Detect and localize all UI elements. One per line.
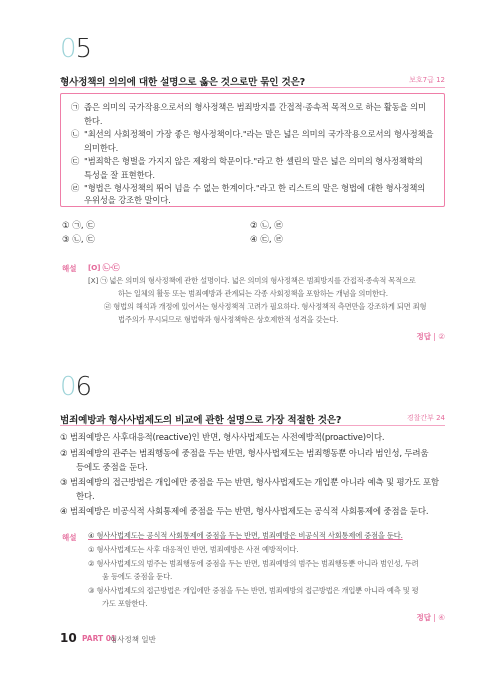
question-6-text: 범죄예방과 형사사법제도의 비교에 관한 설명으로 가장 적절한 것은?	[60, 415, 342, 426]
statement-1-line-1: ㉠ 좁은 의미의 국가작용으로서의 형사정책은 범죄방지를 간접적·종속적 목적으로 하는 활동을 의미	[71, 102, 426, 112]
q5-answer: 정답 | ②	[416, 332, 445, 341]
q5-choice-4[interactable]: ④ ㉢, ㉣	[250, 235, 283, 245]
statement-4-line-2: 우위성을 강조한 말이다.	[84, 195, 171, 205]
q6-choice-1[interactable]: ① 범죄예방은 사후대응적(reactive)인 반면, 형사사법제도는 사전예방적(proactive)이다.	[60, 433, 385, 443]
statement-1-line-2: 한다.	[84, 116, 103, 126]
q6-choice-4[interactable]: ④ 범죄예방은 비공식적 사회통제에 중점을 두는 반면, 형사사법제도는 공식적 사회통제에 중점을 둔다.	[60, 507, 429, 517]
question-number-5: 05	[60, 34, 92, 64]
question-6-divider	[60, 425, 445, 426]
q5-choice-1[interactable]: ① ㉠, ㉢	[62, 221, 95, 231]
q6-choice-3-line-1[interactable]: ③ 범죄예방의 접근방법은 개입에만 중점을 두는 반면, 형사사법제도는 개입뿐 아니라 예측 및 평가도 포함	[60, 478, 439, 488]
statement-3-line-1: ㉢ "범죄학은 형벌을 가지지 않은 제왕의 학문이다."라고 한 셸린의 말은 넓은 의미의 형사정책학의	[71, 156, 423, 166]
question-number-6: 06	[60, 372, 92, 402]
q5-explanation-line-2: ㉣ 형법의 해석과 개정에 있어서는 형사정책적 고려가 필요하다. 형사정책적 측면만을 강조하게 되면 죄형	[104, 302, 427, 311]
q6-choice-2-line-2: 등에도 중점을 둔다.	[76, 463, 148, 473]
question-5-divider	[60, 87, 445, 88]
footer-part-label: PART 01	[82, 634, 117, 643]
statement-4-line-1: ㉣ "형법은 형사정책의 뛰어 넘을 수 없는 한계이다."라고 한 리스트의 말은 형법에 대한 형사정책의	[71, 183, 426, 193]
q6-explanation-line-4: 움 등에도 중점을 둔다.	[102, 572, 173, 581]
q6-explanation-line-6: 가도 포함한다.	[102, 599, 148, 608]
q5-explanation-line-1: 하는 일체의 활동 또는 범죄예방과 관계되는 각종 사회정책을 포함하는 개념을 의미한다.	[118, 289, 388, 298]
q6-choice-2-line-1[interactable]: ② 범죄예방의 관주는 범죄행동에 중점을 두는 반면, 형사사법제도는 범죄행동뿐 아니라 범인성, 두려움	[60, 449, 429, 459]
statement-box	[60, 93, 445, 207]
page-number: 10	[60, 631, 77, 645]
footer-chapter-title: 형사정책 일반	[110, 635, 156, 644]
q5-choice-2[interactable]: ② ㉡, ㉣	[250, 221, 283, 231]
q5-explanation-label: 해설	[62, 264, 77, 273]
q6-answer: 정답 | ④	[416, 613, 445, 622]
q5-choice-3[interactable]: ③ ㉡, ㉢	[62, 235, 95, 245]
question-5-source: 보호7급 12	[409, 76, 445, 84]
question-5-text: 형사정책의 의의에 대한 설명으로 옳은 것으로만 묶인 것은?	[60, 77, 305, 88]
q6-explanation-label: 해설	[62, 533, 77, 542]
q6-explanation-line-3: ② 형사사법제도의 범주는 범죄행동에 중점을 두는 반면, 범죄예방의 범주는 범죄행동뿐 아니라 범인성, 두려	[88, 559, 419, 568]
statement-3-line-2: 특성을 잘 표현한다.	[84, 170, 155, 180]
statement-2-line-2: 의미한다.	[84, 143, 119, 153]
q6-explanation-line-5: ③ 형사사법제도의 접근방법은 개입에만 중점을 두는 반면, 범죄예방의 접근방법은 개입뿐 아니라 예측 및 평	[88, 586, 419, 595]
q5-explanation-line-3: 법주의가 무시되므로 형법학과 형사정책학은 상호제한적 성격을 갖는다.	[118, 315, 339, 324]
q6-explanation-line-1: ④ 형사사법제도는 공식적 사회통제에 중점을 두는 반면, 범죄예방은 비공식적 사회통제에 중점을 둔다.	[88, 531, 403, 540]
q5-explanation-x: [X] ㉠ 넓은 의미의 형사정책에 관한 설명이다. 넓은 의미의 형사정책은 범죄방지를 간접적·종속적 목적으로	[88, 276, 416, 285]
q6-choice-3-line-2: 한다.	[76, 492, 95, 502]
q5-explanation-o: [O] ㉡·㉢	[88, 263, 120, 272]
q6-explanation-line-2: ① 형사사법제도는 사후 대응적인 반면, 범죄예방은 사전 예방적이다.	[88, 545, 299, 554]
question-6-source: 경찰간부 24	[406, 414, 445, 422]
statement-2-line-1: ㉡ "최선의 사회정책이 가장 좋은 형사정책이다."라는 말은 넓은 의미의 국가작용으로서의 형사정책을	[71, 129, 434, 139]
